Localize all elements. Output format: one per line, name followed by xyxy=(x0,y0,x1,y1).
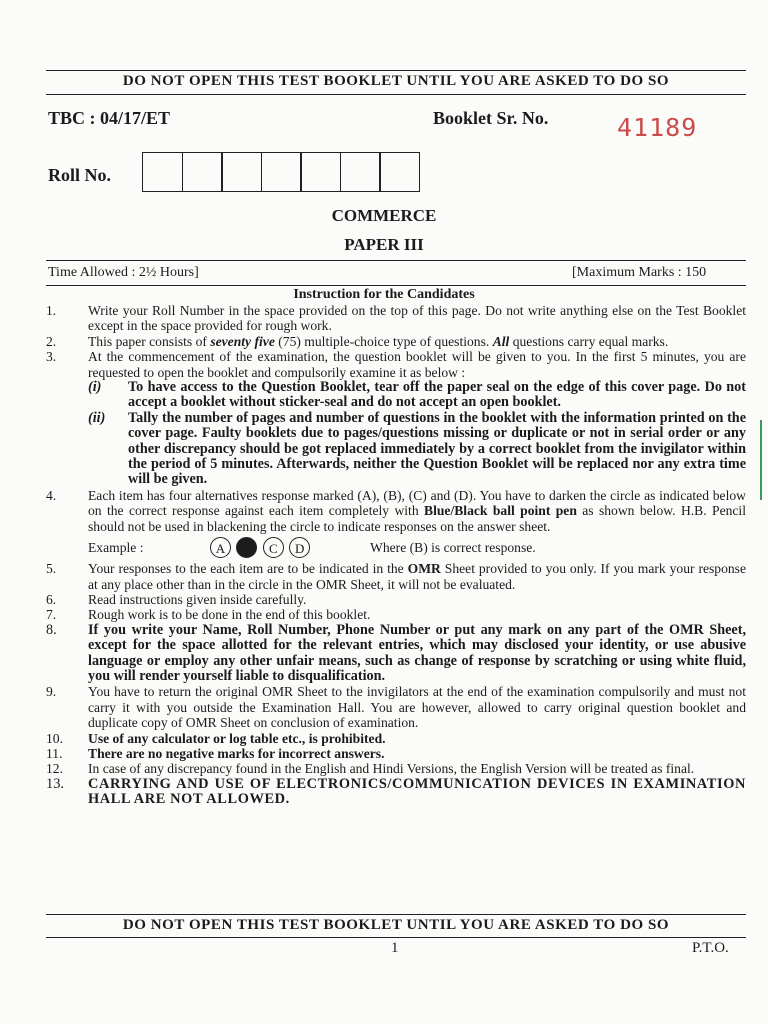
instruction-item xyxy=(46,349,746,488)
roll-number-label: Roll No. xyxy=(48,165,111,185)
booklet-serial-number: 41189 xyxy=(617,113,698,142)
example-note: Where (B) is correct response. xyxy=(370,540,536,556)
item-text: CARRYING AND USE OF ELECTRONICS/COMMUNICATION DEVICES IN EXAMINATION HALL ARE NOT ALLOWED. xyxy=(88,775,746,808)
meta-rule-top xyxy=(46,260,746,261)
sub-number: (ii) xyxy=(88,409,106,426)
item-emphasis: All xyxy=(492,333,510,349)
roll-number-box[interactable] xyxy=(221,152,262,192)
item-text: Each item has four alternatives response marked (A), (B), (C) and (D). You have to darken the circle as indicated below on the correct response against each item completely with xyxy=(88,487,746,519)
time-allowed: Time Allowed : 2½ Hours] xyxy=(48,265,199,280)
option-d-bubble: D xyxy=(289,537,310,558)
pto-label: P.T.O. xyxy=(692,940,729,956)
roll-number-box[interactable] xyxy=(340,152,381,192)
item-text: If you write your Name, Roll Number, Phone Number or put any mark on any part of the OMR Sheet, except for the space allotted for the relevant entries, which may disclosed your identity, or use abusive language or employ any other unfair means, such as change of response by scratching or using white fluid, you will render yourself liable to disqualification. xyxy=(88,621,746,684)
maximum-marks: [Maximum Marks : 150 xyxy=(572,265,707,280)
roll-number-box[interactable] xyxy=(300,152,341,192)
item-text: (75) multiple-choice type of questions. xyxy=(274,333,493,349)
item-text: as shown below. H.B. Pencil should not be used in blackening the circle to indicate responses on the answer sheet. xyxy=(88,503,746,534)
item-text: Your responses to the each item are to be indicated in the xyxy=(88,561,408,577)
item-text: At the commencement of the examination, the question booklet will be given to you. In the first 5 minutes, you are requested to open the booklet and compulsorily examine it as below : xyxy=(88,349,746,380)
item-text: Use of any calculator or log table etc., is prohibited. xyxy=(88,730,386,746)
instruction-item xyxy=(46,334,746,349)
item-emphasis: Blue/Black ball point pen xyxy=(424,503,577,519)
instruction-item xyxy=(46,731,746,746)
item-number: 11. xyxy=(46,745,63,761)
instruction-item xyxy=(46,488,746,561)
instructions-list xyxy=(46,303,746,808)
bottom-warning-banner: DO NOT OPEN THIS TEST BOOKLET UNTIL YOU ARE ASKED TO DO SO xyxy=(122,917,670,933)
item-text: You have to return the original OMR Sheet to the invigilators at the end of the examination compulsorily and must not carry it with you outside the Examination Hall. You are however, allowed to carry original question booklet and duplicate copy of OMR Sheet on conclusion of examination. xyxy=(88,684,746,731)
sub-number: (i) xyxy=(88,379,102,396)
instruction-item xyxy=(46,746,746,761)
instruction-item xyxy=(46,607,746,622)
item-text: Read instructions given inside carefully. xyxy=(88,591,307,607)
item-number: 12. xyxy=(46,761,63,777)
sub-instruction xyxy=(88,380,746,411)
tbc-code: TBC : 04/17/ET xyxy=(48,108,171,128)
roll-number-box[interactable] xyxy=(261,152,302,192)
bottom-rule-lower xyxy=(46,937,746,938)
instruction-item xyxy=(46,303,746,334)
item-number: 6. xyxy=(46,591,57,607)
instruction-item xyxy=(46,592,746,607)
item-number: 3. xyxy=(46,349,57,365)
top-rule-lower xyxy=(46,94,746,95)
item-text: There are no negative marks for incorrect answers. xyxy=(88,745,385,761)
subject-title: COMMERCE xyxy=(331,206,437,225)
item-number: 1. xyxy=(46,303,57,318)
sub-instruction xyxy=(88,411,746,488)
option-a-bubble: A xyxy=(210,537,231,558)
instruction-item xyxy=(46,561,746,592)
bottom-rule xyxy=(46,914,746,915)
item-number: 8. xyxy=(46,621,57,638)
item-emphasis: seventy five xyxy=(210,333,275,349)
booklet-serial-label: Booklet Sr. No. xyxy=(433,108,549,128)
top-warning-banner: DO NOT OPEN THIS TEST BOOKLET UNTIL YOU ARE ASKED TO DO SO xyxy=(122,73,670,89)
item-text: Rough work is to be done in the end of this booklet. xyxy=(88,607,371,623)
roll-number-box[interactable] xyxy=(182,152,223,192)
item-number: 2. xyxy=(46,333,57,349)
instruction-item xyxy=(46,684,746,730)
item-number: 13. xyxy=(46,775,64,792)
option-b-bubble-filled xyxy=(236,537,257,558)
example-bubbles xyxy=(210,537,312,558)
item-text: Sheet provided to you only. If you mark your response at any place other than in the circle in the OMR Sheet, it will not be evaluated. xyxy=(88,561,747,592)
roll-number-boxes[interactable] xyxy=(142,152,419,192)
instructions-heading: Instruction for the Candidates xyxy=(293,287,475,302)
instruction-item xyxy=(46,761,746,776)
margin-mark xyxy=(760,420,762,500)
item-number: 4. xyxy=(46,487,57,503)
item-text: In case of any discrepancy found in the English and Hindi Versions, the English Version will be treated as final. xyxy=(88,761,695,777)
item-text: questions carry equal marks. xyxy=(509,333,669,349)
item-number: 10. xyxy=(46,730,63,746)
paper-title: PAPER III xyxy=(344,235,424,254)
roll-number-box[interactable] xyxy=(142,152,183,192)
roll-number-box[interactable] xyxy=(379,152,420,192)
item-number: 7. xyxy=(46,607,57,623)
instruction-item xyxy=(46,623,746,685)
item-number: 9. xyxy=(46,684,57,700)
sub-text: To have access to the Question Booklet, tear off the paper seal on the edge of this cover page. Do not accept a booklet without sticker-seal and do not accept an open booklet. xyxy=(128,379,746,411)
sub-text: Tally the number of pages and number of questions in the booklet with the information printed on the cover page. Faulty booklets due to pages/questions missing or duplicate or not in serial order or any other discrepancy should be got replaced immediately by a correct booklet from the invigilator within the period of 5 minutes. Afterwards, neither the Question Booklet will be replaced nor any extra time will be given. xyxy=(128,409,746,488)
item-number: 5. xyxy=(46,561,57,577)
page-number: 1 xyxy=(391,940,399,956)
instruction-item xyxy=(46,777,746,808)
option-c-bubble: C xyxy=(263,537,284,558)
item-text: This paper consists of xyxy=(88,333,211,349)
item-emphasis: OMR xyxy=(407,561,441,577)
top-rule xyxy=(46,70,746,71)
item-text: Write your Roll Number in the space provided on the top of this page. Do not write anything else on the Test Booklet except in the space provided for rough work. xyxy=(88,303,746,334)
meta-rule-bottom xyxy=(46,285,746,286)
example-label: Example : xyxy=(88,540,144,556)
example-row xyxy=(88,537,746,561)
